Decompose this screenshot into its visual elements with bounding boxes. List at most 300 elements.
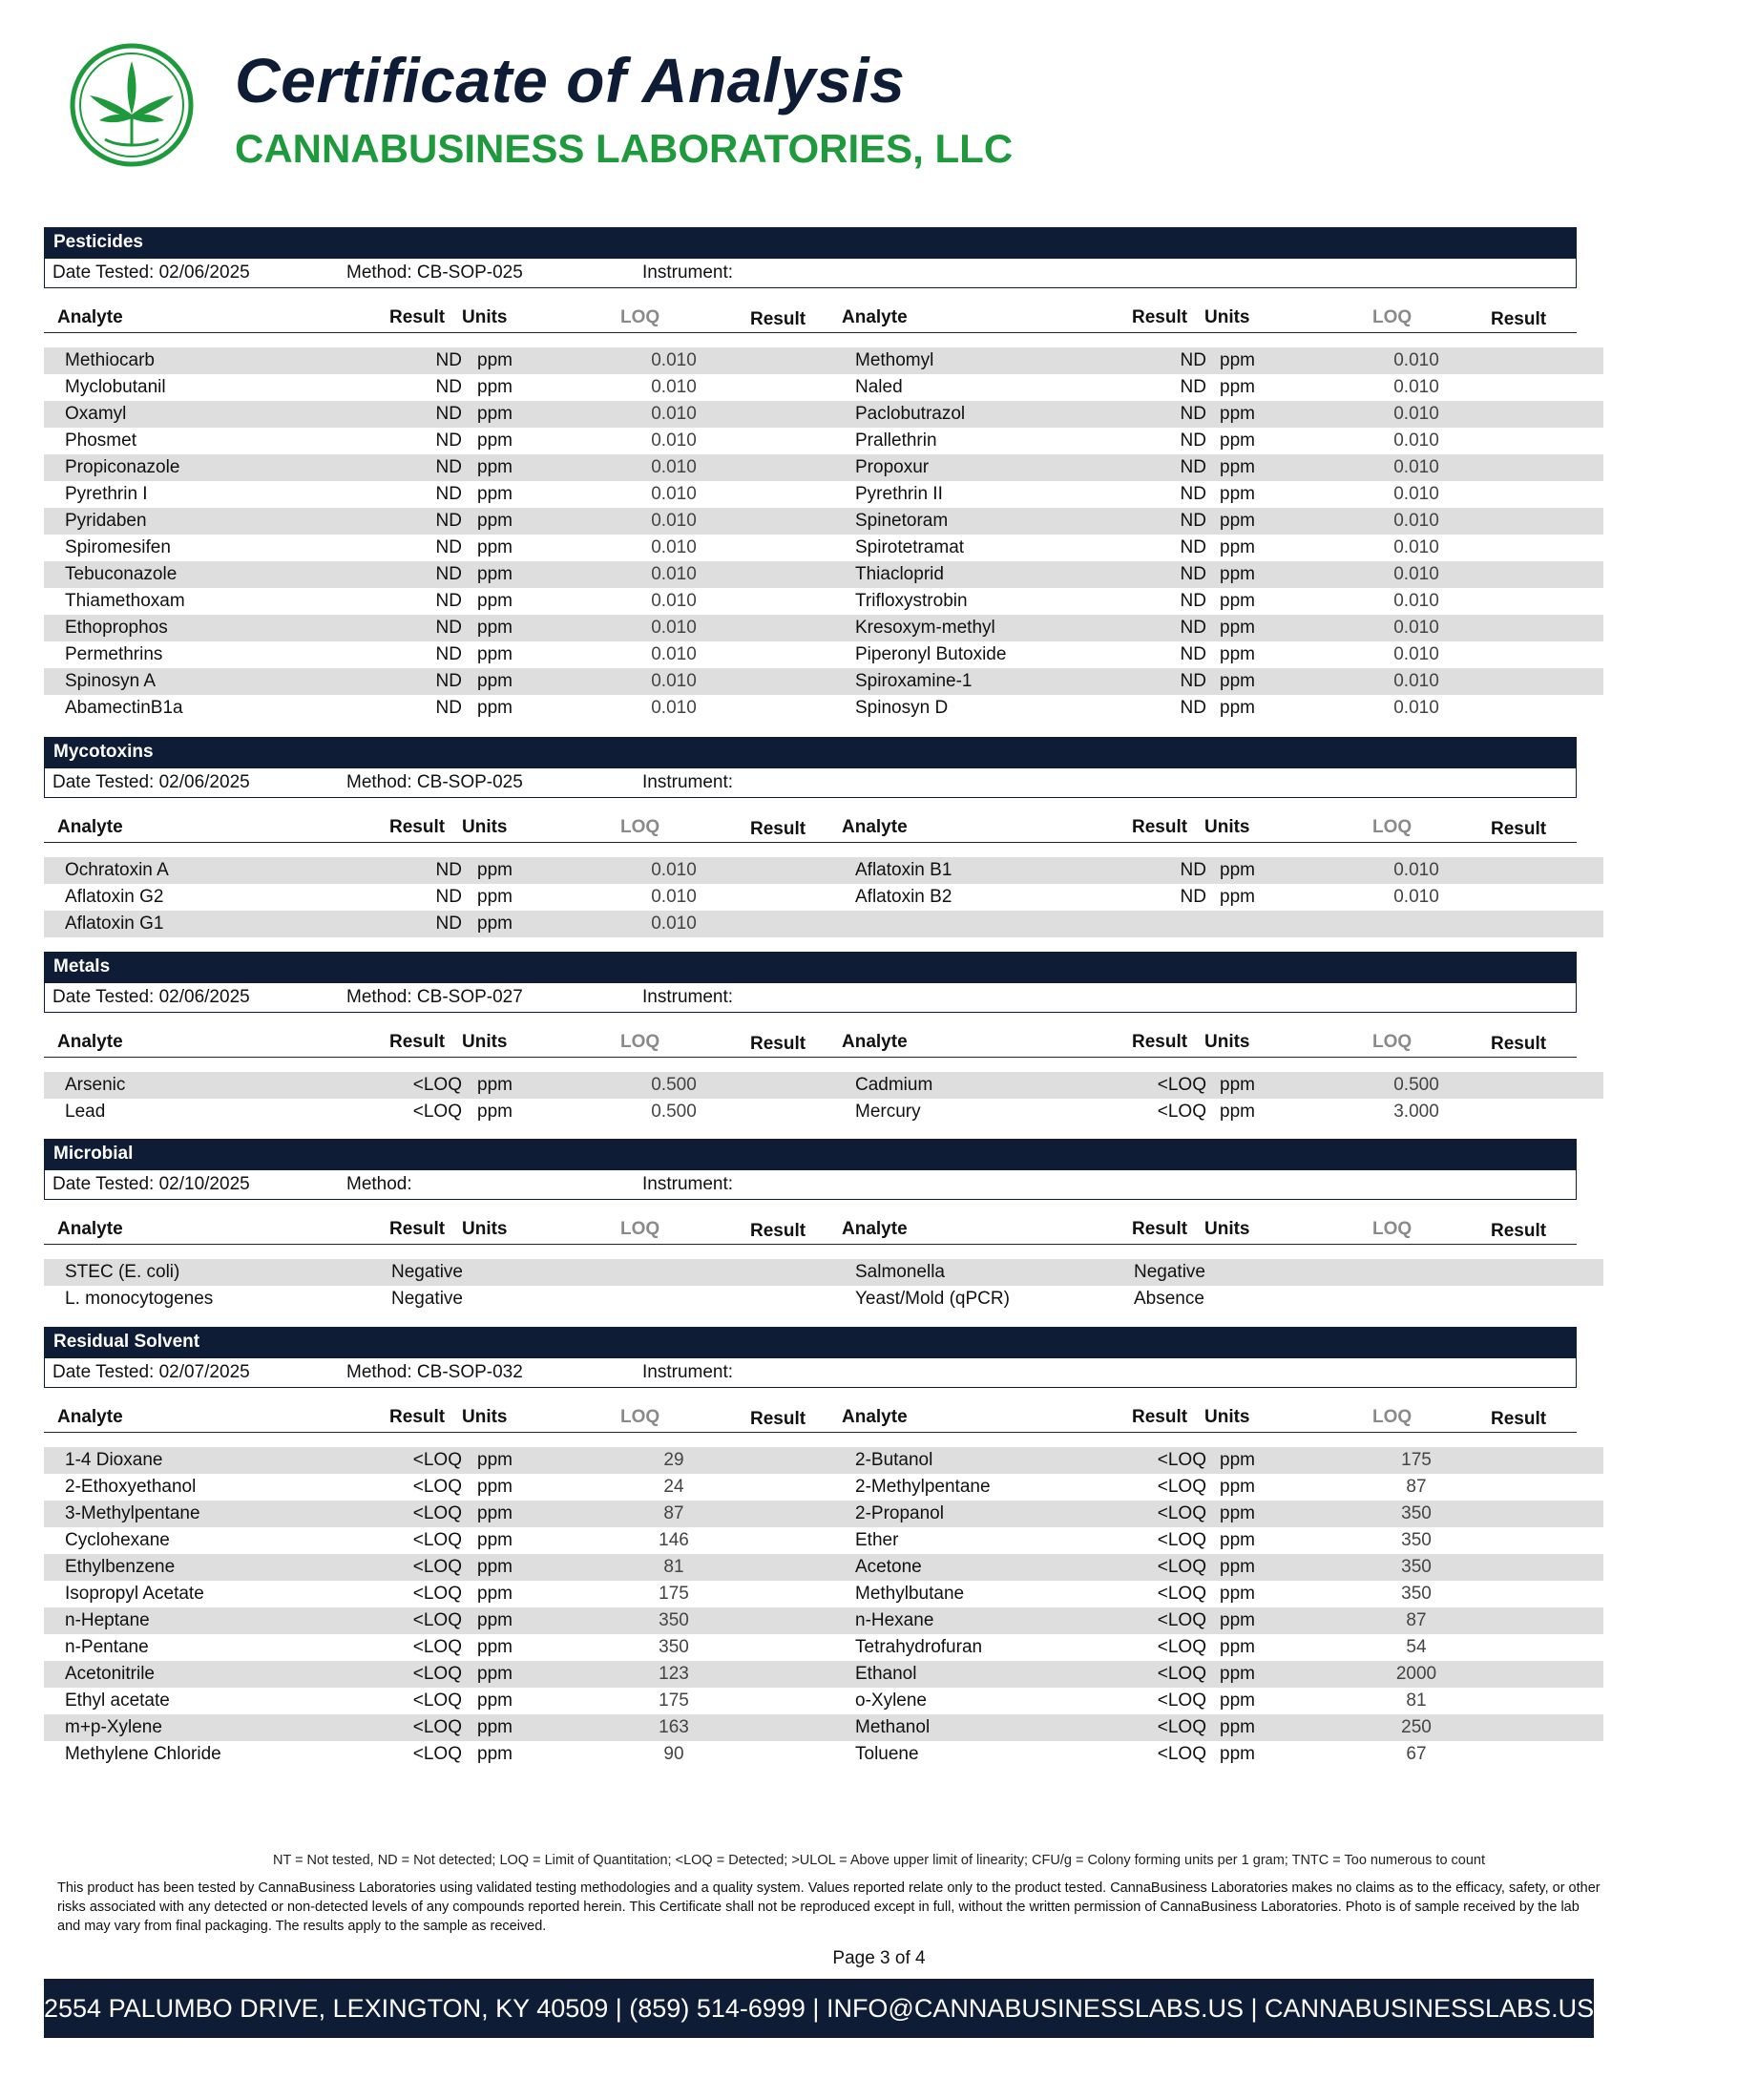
units-value: ppm [1220, 671, 1255, 691]
loq-value: 0.010 [1393, 537, 1439, 557]
date-tested: Date Tested: 02/07/2025 [52, 1362, 250, 1382]
result-value: <LOQ [1157, 1637, 1206, 1657]
units-value: ppm [1220, 377, 1255, 397]
analyte-name: n-Hexane [855, 1610, 934, 1630]
col-result-2: Result [750, 819, 806, 839]
data-rows [44, 1447, 1603, 1768]
column-header-row [44, 808, 1577, 843]
col-result-2-right: Result [1491, 1221, 1547, 1241]
col-result-2: Result [750, 309, 806, 329]
analyte-name: Spinosyn A [65, 671, 157, 691]
instrument: Instrument: [642, 987, 734, 1007]
section-microbial [44, 1139, 1603, 1312]
col-analyte: Analyte [57, 1219, 123, 1239]
loq-value: 0.010 [1393, 511, 1439, 531]
result-value: ND [1180, 860, 1206, 880]
result-value: ND [1180, 537, 1206, 557]
units-value: ppm [1220, 564, 1255, 584]
units-value: ppm [1220, 1075, 1255, 1095]
analyte-name: Spiroxamine-1 [855, 671, 973, 691]
loq-value: 0.010 [1393, 698, 1439, 718]
table-row [44, 1527, 1603, 1554]
result-value: ND [1180, 484, 1206, 504]
disclaimer-text: This product has been tested by CannaBusiness Laboratories using validated testing methodologies and a quality system. Values reported relate only to the product tested. CannaBusiness Laboratories makes no claims as to the efficacy, safety, or other risks associated with any detected or non-detected levels of any compounds reported herein. This Certificate shall not be reproduced except in full, without the written permission of CannaBusiness Laboratories. Photo is of sample received by the lab and may vary from final packaging. The results apply to the sample as received. [57, 1880, 1601, 1934]
col-result-2-right: Result [1491, 309, 1547, 329]
result-value: Absence [1134, 1289, 1204, 1309]
analyte-name: Aflatoxin B1 [855, 860, 952, 880]
analyte-name: m+p-Xylene [65, 1717, 162, 1737]
loq-value: 175 [1401, 1450, 1432, 1470]
units-value: ppm [477, 537, 513, 557]
lab-logo [67, 40, 197, 170]
analyte-name: Pyrethrin II [855, 484, 943, 504]
table-row [44, 695, 1603, 722]
analyte-name: Methiocarb [65, 350, 155, 370]
method: Method: CB-SOP-027 [346, 987, 523, 1007]
col-loq-right: LOQ [1372, 1219, 1413, 1239]
analyte-name: Spinosyn D [855, 698, 949, 718]
loq-value: 24 [663, 1477, 684, 1497]
result-value: <LOQ [1157, 1744, 1206, 1764]
result-value: ND [1180, 887, 1206, 907]
col-analyte: Analyte [57, 1032, 123, 1052]
result-value: <LOQ [1157, 1450, 1206, 1470]
result-value: <LOQ [412, 1477, 462, 1497]
analyte-name: Pyridaben [65, 511, 147, 531]
result-value: ND [435, 537, 462, 557]
result-value: <LOQ [412, 1557, 462, 1577]
col-result-2: Result [750, 1034, 806, 1054]
section-mycotoxins [44, 737, 1603, 937]
result-value: ND [435, 511, 462, 531]
loq-value: 54 [1406, 1637, 1427, 1657]
loq-value: 0.010 [1393, 350, 1439, 370]
units-value: ppm [1220, 1450, 1255, 1470]
loq-value: 0.010 [1393, 671, 1439, 691]
loq-value: 87 [663, 1503, 684, 1523]
method: Method: CB-SOP-032 [346, 1362, 523, 1382]
table-row [44, 641, 1603, 668]
col-analyte-right: Analyte [842, 1032, 908, 1052]
section-info-bar [44, 258, 1577, 288]
result-value: Negative [391, 1289, 463, 1309]
col-result-right: Result [1132, 1407, 1188, 1427]
contact-footer: 2554 PALUMBO DRIVE, LEXINGTON, KY 40509 | (859) 514-6999 | INFO@CANNABUSINESSLABS.US | CANNABUSINESSLABS.US [44, 1979, 1594, 2038]
table-row [44, 1474, 1603, 1501]
units-value: ppm [477, 430, 513, 451]
table-row [44, 1634, 1603, 1661]
units-value: ppm [477, 1717, 513, 1737]
col-loq: LOQ [620, 307, 660, 327]
analyte-name: L. monocytogenes [65, 1289, 214, 1309]
units-value: ppm [1220, 404, 1255, 424]
col-loq-right: LOQ [1372, 1032, 1413, 1052]
units-value: ppm [477, 887, 513, 907]
loq-value: 0.010 [651, 350, 697, 370]
units-value: ppm [1220, 1477, 1255, 1497]
units-value: ppm [1220, 1557, 1255, 1577]
units-value: ppm [1220, 350, 1255, 370]
units-value: ppm [477, 591, 513, 611]
loq-value: 250 [1401, 1717, 1432, 1737]
result-value: <LOQ [412, 1102, 462, 1122]
result-value: ND [1180, 698, 1206, 718]
table-row [44, 481, 1603, 508]
units-value: ppm [1220, 430, 1255, 451]
loq-value: 0.010 [651, 914, 697, 934]
analyte-name: Tebuconazole [65, 564, 178, 584]
result-value: <LOQ [1157, 1102, 1206, 1122]
units-value: ppm [1220, 457, 1255, 477]
units-value: ppm [1220, 511, 1255, 531]
result-value: ND [1180, 430, 1206, 451]
analyte-name: Ethanol [855, 1664, 917, 1684]
analyte-name: Acetonitrile [65, 1664, 155, 1684]
result-value: Negative [391, 1262, 463, 1282]
col-units: Units [462, 1407, 508, 1427]
loq-value: 350 [1401, 1530, 1432, 1550]
result-value: ND [1180, 350, 1206, 370]
analyte-name: n-Pentane [65, 1637, 149, 1657]
units-value: ppm [477, 698, 513, 718]
loq-value: 0.010 [1393, 644, 1439, 664]
analyte-name: Phosmet [65, 430, 136, 451]
result-value: ND [435, 860, 462, 880]
analyte-name: Yeast/Mold (qPCR) [855, 1289, 1010, 1309]
units-value: ppm [477, 1075, 513, 1095]
loq-value: 0.010 [1393, 591, 1439, 611]
date-tested: Date Tested: 02/10/2025 [52, 1174, 250, 1194]
table-row [44, 1501, 1603, 1527]
table-row [44, 588, 1603, 615]
analyte-name: o-Xylene [855, 1690, 927, 1711]
loq-value: 175 [659, 1690, 689, 1711]
analyte-name: Tetrahydrofuran [855, 1637, 983, 1657]
col-units: Units [462, 1219, 508, 1239]
result-value: ND [1180, 644, 1206, 664]
units-value: ppm [477, 1610, 513, 1630]
loq-value: 0.010 [651, 644, 697, 664]
analyte-name: Acetone [855, 1557, 922, 1577]
analyte-name: Ether [855, 1530, 899, 1550]
col-loq: LOQ [620, 1032, 660, 1052]
col-result-2: Result [750, 1221, 806, 1241]
units-value: ppm [1220, 887, 1255, 907]
analyte-name: Paclobutrazol [855, 404, 966, 424]
method: Method: [346, 1174, 412, 1194]
col-result: Result [389, 817, 446, 837]
analyte-name: Propoxur [855, 457, 930, 477]
result-value: <LOQ [412, 1744, 462, 1764]
loq-value: 146 [659, 1530, 689, 1550]
units-value: ppm [477, 1557, 513, 1577]
units-value: ppm [477, 1584, 513, 1604]
col-units-right: Units [1204, 1219, 1250, 1239]
col-analyte-right: Analyte [842, 307, 908, 327]
loq-value: 87 [1406, 1610, 1427, 1630]
loq-value: 0.010 [651, 404, 697, 424]
loq-value: 87 [1406, 1477, 1427, 1497]
table-row [44, 1688, 1603, 1714]
result-value: <LOQ [1157, 1503, 1206, 1523]
loq-value: 0.010 [651, 511, 697, 531]
result-value: <LOQ [412, 1450, 462, 1470]
loq-value: 0.010 [1393, 404, 1439, 424]
table-row [44, 374, 1603, 401]
data-rows [44, 1259, 1603, 1312]
loq-value: 350 [659, 1610, 689, 1630]
loq-value: 0.010 [1393, 564, 1439, 584]
analyte-name: 2-Ethoxyethanol [65, 1477, 197, 1497]
table-row [44, 561, 1603, 588]
result-value: ND [435, 591, 462, 611]
col-analyte: Analyte [57, 817, 123, 837]
units-value: ppm [1220, 1744, 1255, 1764]
analyte-name: Prallethrin [855, 430, 937, 451]
section-title: Microbial [44, 1139, 1577, 1169]
analyte-name: STEC (E. coli) [65, 1262, 180, 1282]
result-value: <LOQ [1157, 1610, 1206, 1630]
column-header-row [44, 1022, 1577, 1058]
column-header-row [44, 298, 1577, 333]
analyte-name: 2-Butanol [855, 1450, 933, 1470]
table-row [44, 454, 1603, 481]
section-info-bar [44, 1357, 1577, 1388]
result-value: <LOQ [1157, 1557, 1206, 1577]
units-value: ppm [477, 1503, 513, 1523]
col-result: Result [389, 307, 446, 327]
analyte-name: Myclobutanil [65, 377, 166, 397]
abbreviation-footnote: NT = Not tested, ND = Not detected; LOQ = Limit of Quantitation; <LOQ = Detected; >ULOL = Above upper limit of linearity; CFU/g = Colony forming units per 1 gram; TNTC = Too numerous to count [272, 1853, 1486, 1868]
col-units: Units [462, 1032, 508, 1052]
col-units-right: Units [1204, 817, 1250, 837]
units-value: ppm [477, 914, 513, 934]
col-analyte-right: Analyte [842, 817, 908, 837]
table-row [44, 508, 1603, 535]
loq-value: 350 [659, 1637, 689, 1657]
result-value: ND [435, 564, 462, 584]
loq-value: 0.010 [1393, 618, 1439, 638]
units-value: ppm [477, 350, 513, 370]
units-value: ppm [477, 404, 513, 424]
col-loq-right: LOQ [1372, 817, 1413, 837]
units-value: ppm [477, 377, 513, 397]
analyte-name: Cadmium [855, 1075, 933, 1095]
result-value: <LOQ [412, 1690, 462, 1711]
units-value: ppm [477, 1102, 513, 1122]
analyte-name: Salmonella [855, 1262, 945, 1282]
loq-value: 0.010 [651, 457, 697, 477]
result-value: <LOQ [412, 1503, 462, 1523]
section-residual-solvent [44, 1327, 1603, 1768]
analyte-name: Oxamyl [65, 404, 127, 424]
result-value: ND [435, 430, 462, 451]
table-row [44, 1741, 1603, 1768]
col-units-right: Units [1204, 1032, 1250, 1052]
loq-value: 0.010 [1393, 484, 1439, 504]
units-value: ppm [1220, 1717, 1255, 1737]
method: Method: CB-SOP-025 [346, 262, 523, 283]
table-row [44, 535, 1603, 561]
analyte-name: Cyclohexane [65, 1530, 170, 1550]
analyte-name: Lead [65, 1102, 106, 1122]
col-loq: LOQ [620, 817, 660, 837]
section-pesticides [44, 227, 1603, 722]
col-analyte: Analyte [57, 307, 123, 327]
table-row [44, 1581, 1603, 1607]
units-value: ppm [477, 484, 513, 504]
loq-value: 0.010 [1393, 377, 1439, 397]
analyte-name: AbamectinB1a [65, 698, 183, 718]
analyte-name: Pyrethrin I [65, 484, 148, 504]
loq-value: 0.500 [651, 1075, 697, 1095]
loq-value: 0.010 [1393, 430, 1439, 451]
analyte-name: Thiacloprid [855, 564, 944, 584]
result-value: ND [1180, 377, 1206, 397]
loq-value: 0.500 [651, 1102, 697, 1122]
units-value: ppm [1220, 1530, 1255, 1550]
loq-value: 123 [659, 1664, 689, 1684]
col-analyte-right: Analyte [842, 1407, 908, 1427]
table-row [44, 1607, 1603, 1634]
section-title: Pesticides [44, 227, 1577, 258]
table-row [44, 401, 1603, 428]
units-value: ppm [477, 511, 513, 531]
loq-value: 29 [663, 1450, 684, 1470]
data-rows [44, 347, 1603, 722]
table-row [44, 615, 1603, 641]
units-value: ppm [1220, 618, 1255, 638]
col-result: Result [389, 1032, 446, 1052]
instrument: Instrument: [642, 772, 734, 792]
section-info-bar [44, 1169, 1577, 1200]
analyte-name: 3-Methylpentane [65, 1503, 200, 1523]
units-value: ppm [477, 564, 513, 584]
loq-value: 81 [1406, 1690, 1427, 1711]
units-value: ppm [1220, 1102, 1255, 1122]
result-value: ND [435, 350, 462, 370]
analyte-name: 2-Propanol [855, 1503, 944, 1523]
table-row [44, 1286, 1603, 1312]
table-row [44, 1661, 1603, 1688]
table-row [44, 1447, 1603, 1474]
loq-value: 0.010 [651, 537, 697, 557]
analyte-name: Methylene Chloride [65, 1744, 221, 1764]
loq-value: 350 [1401, 1557, 1432, 1577]
loq-value: 175 [659, 1584, 689, 1604]
units-value: ppm [477, 1637, 513, 1657]
column-header-row [44, 1209, 1577, 1245]
analyte-name: 1-4 Dioxane [65, 1450, 163, 1470]
col-analyte: Analyte [57, 1407, 123, 1427]
analyte-name: Methanol [855, 1717, 931, 1737]
result-value: <LOQ [412, 1717, 462, 1737]
units-value: ppm [1220, 484, 1255, 504]
analyte-name: Methomyl [855, 350, 934, 370]
analyte-name: Aflatoxin G1 [65, 914, 164, 934]
col-loq: LOQ [620, 1219, 660, 1239]
document-title: Certificate of Analysis [235, 45, 906, 116]
instrument: Instrument: [642, 262, 734, 283]
units-value: ppm [477, 457, 513, 477]
table-row [44, 884, 1603, 911]
col-result-2-right: Result [1491, 1409, 1547, 1429]
units-value: ppm [1220, 1690, 1255, 1711]
result-value: <LOQ [412, 1530, 462, 1550]
loq-value: 350 [1401, 1503, 1432, 1523]
loq-value: 0.010 [651, 484, 697, 504]
analyte-name: Isopropyl Acetate [65, 1584, 204, 1604]
col-result: Result [389, 1219, 446, 1239]
units-value: ppm [477, 1477, 513, 1497]
units-value: ppm [1220, 1637, 1255, 1657]
table-row [44, 1554, 1603, 1581]
method: Method: CB-SOP-025 [346, 772, 523, 792]
analyte-name: Mercury [855, 1102, 921, 1122]
col-result-2: Result [750, 1409, 806, 1429]
table-row [44, 1714, 1603, 1741]
col-loq-right: LOQ [1372, 1407, 1413, 1427]
col-result-right: Result [1132, 817, 1188, 837]
col-units: Units [462, 817, 508, 837]
analyte-name: Spirotetramat [855, 537, 965, 557]
section-metals [44, 952, 1603, 1125]
table-row [44, 911, 1603, 937]
col-result-right: Result [1132, 1219, 1188, 1239]
result-value: ND [435, 914, 462, 934]
analyte-name: n-Heptane [65, 1610, 150, 1630]
result-value: <LOQ [1157, 1664, 1206, 1684]
loq-value: 81 [663, 1557, 684, 1577]
analyte-name: Aflatoxin B2 [855, 887, 952, 907]
loq-value: 0.010 [651, 564, 697, 584]
analyte-name: Thiamethoxam [65, 591, 185, 611]
analyte-name: Methylbutane [855, 1584, 965, 1604]
loq-value: 0.010 [651, 591, 697, 611]
loq-value: 3.000 [1393, 1102, 1439, 1122]
col-result-right: Result [1132, 307, 1188, 327]
result-value: ND [435, 644, 462, 664]
result-value: <LOQ [1157, 1530, 1206, 1550]
data-rows [44, 857, 1603, 937]
loq-value: 0.010 [651, 860, 697, 880]
analyte-name: 2-Methylpentane [855, 1477, 991, 1497]
result-value: ND [435, 671, 462, 691]
date-tested: Date Tested: 02/06/2025 [52, 262, 250, 283]
result-value: ND [435, 887, 462, 907]
units-value: ppm [477, 1744, 513, 1764]
result-value: <LOQ [412, 1610, 462, 1630]
result-value: ND [1180, 404, 1206, 424]
units-value: ppm [1220, 1664, 1255, 1684]
result-value: ND [435, 457, 462, 477]
units-value: ppm [1220, 1610, 1255, 1630]
page-number: Page 3 of 4 [832, 1948, 926, 1968]
analyte-name: Toluene [855, 1744, 919, 1764]
result-value: ND [1180, 671, 1206, 691]
section-info-bar [44, 767, 1577, 798]
date-tested: Date Tested: 02/06/2025 [52, 987, 250, 1007]
table-row [44, 428, 1603, 454]
units-value: ppm [1220, 698, 1255, 718]
result-value: Negative [1134, 1262, 1205, 1282]
analyte-name: Trifloxystrobin [855, 591, 968, 611]
loq-value: 0.010 [651, 698, 697, 718]
col-result-right: Result [1132, 1032, 1188, 1052]
analyte-name: Arsenic [65, 1075, 126, 1095]
analyte-name: Propiconazole [65, 457, 180, 477]
result-value: ND [1180, 564, 1206, 584]
